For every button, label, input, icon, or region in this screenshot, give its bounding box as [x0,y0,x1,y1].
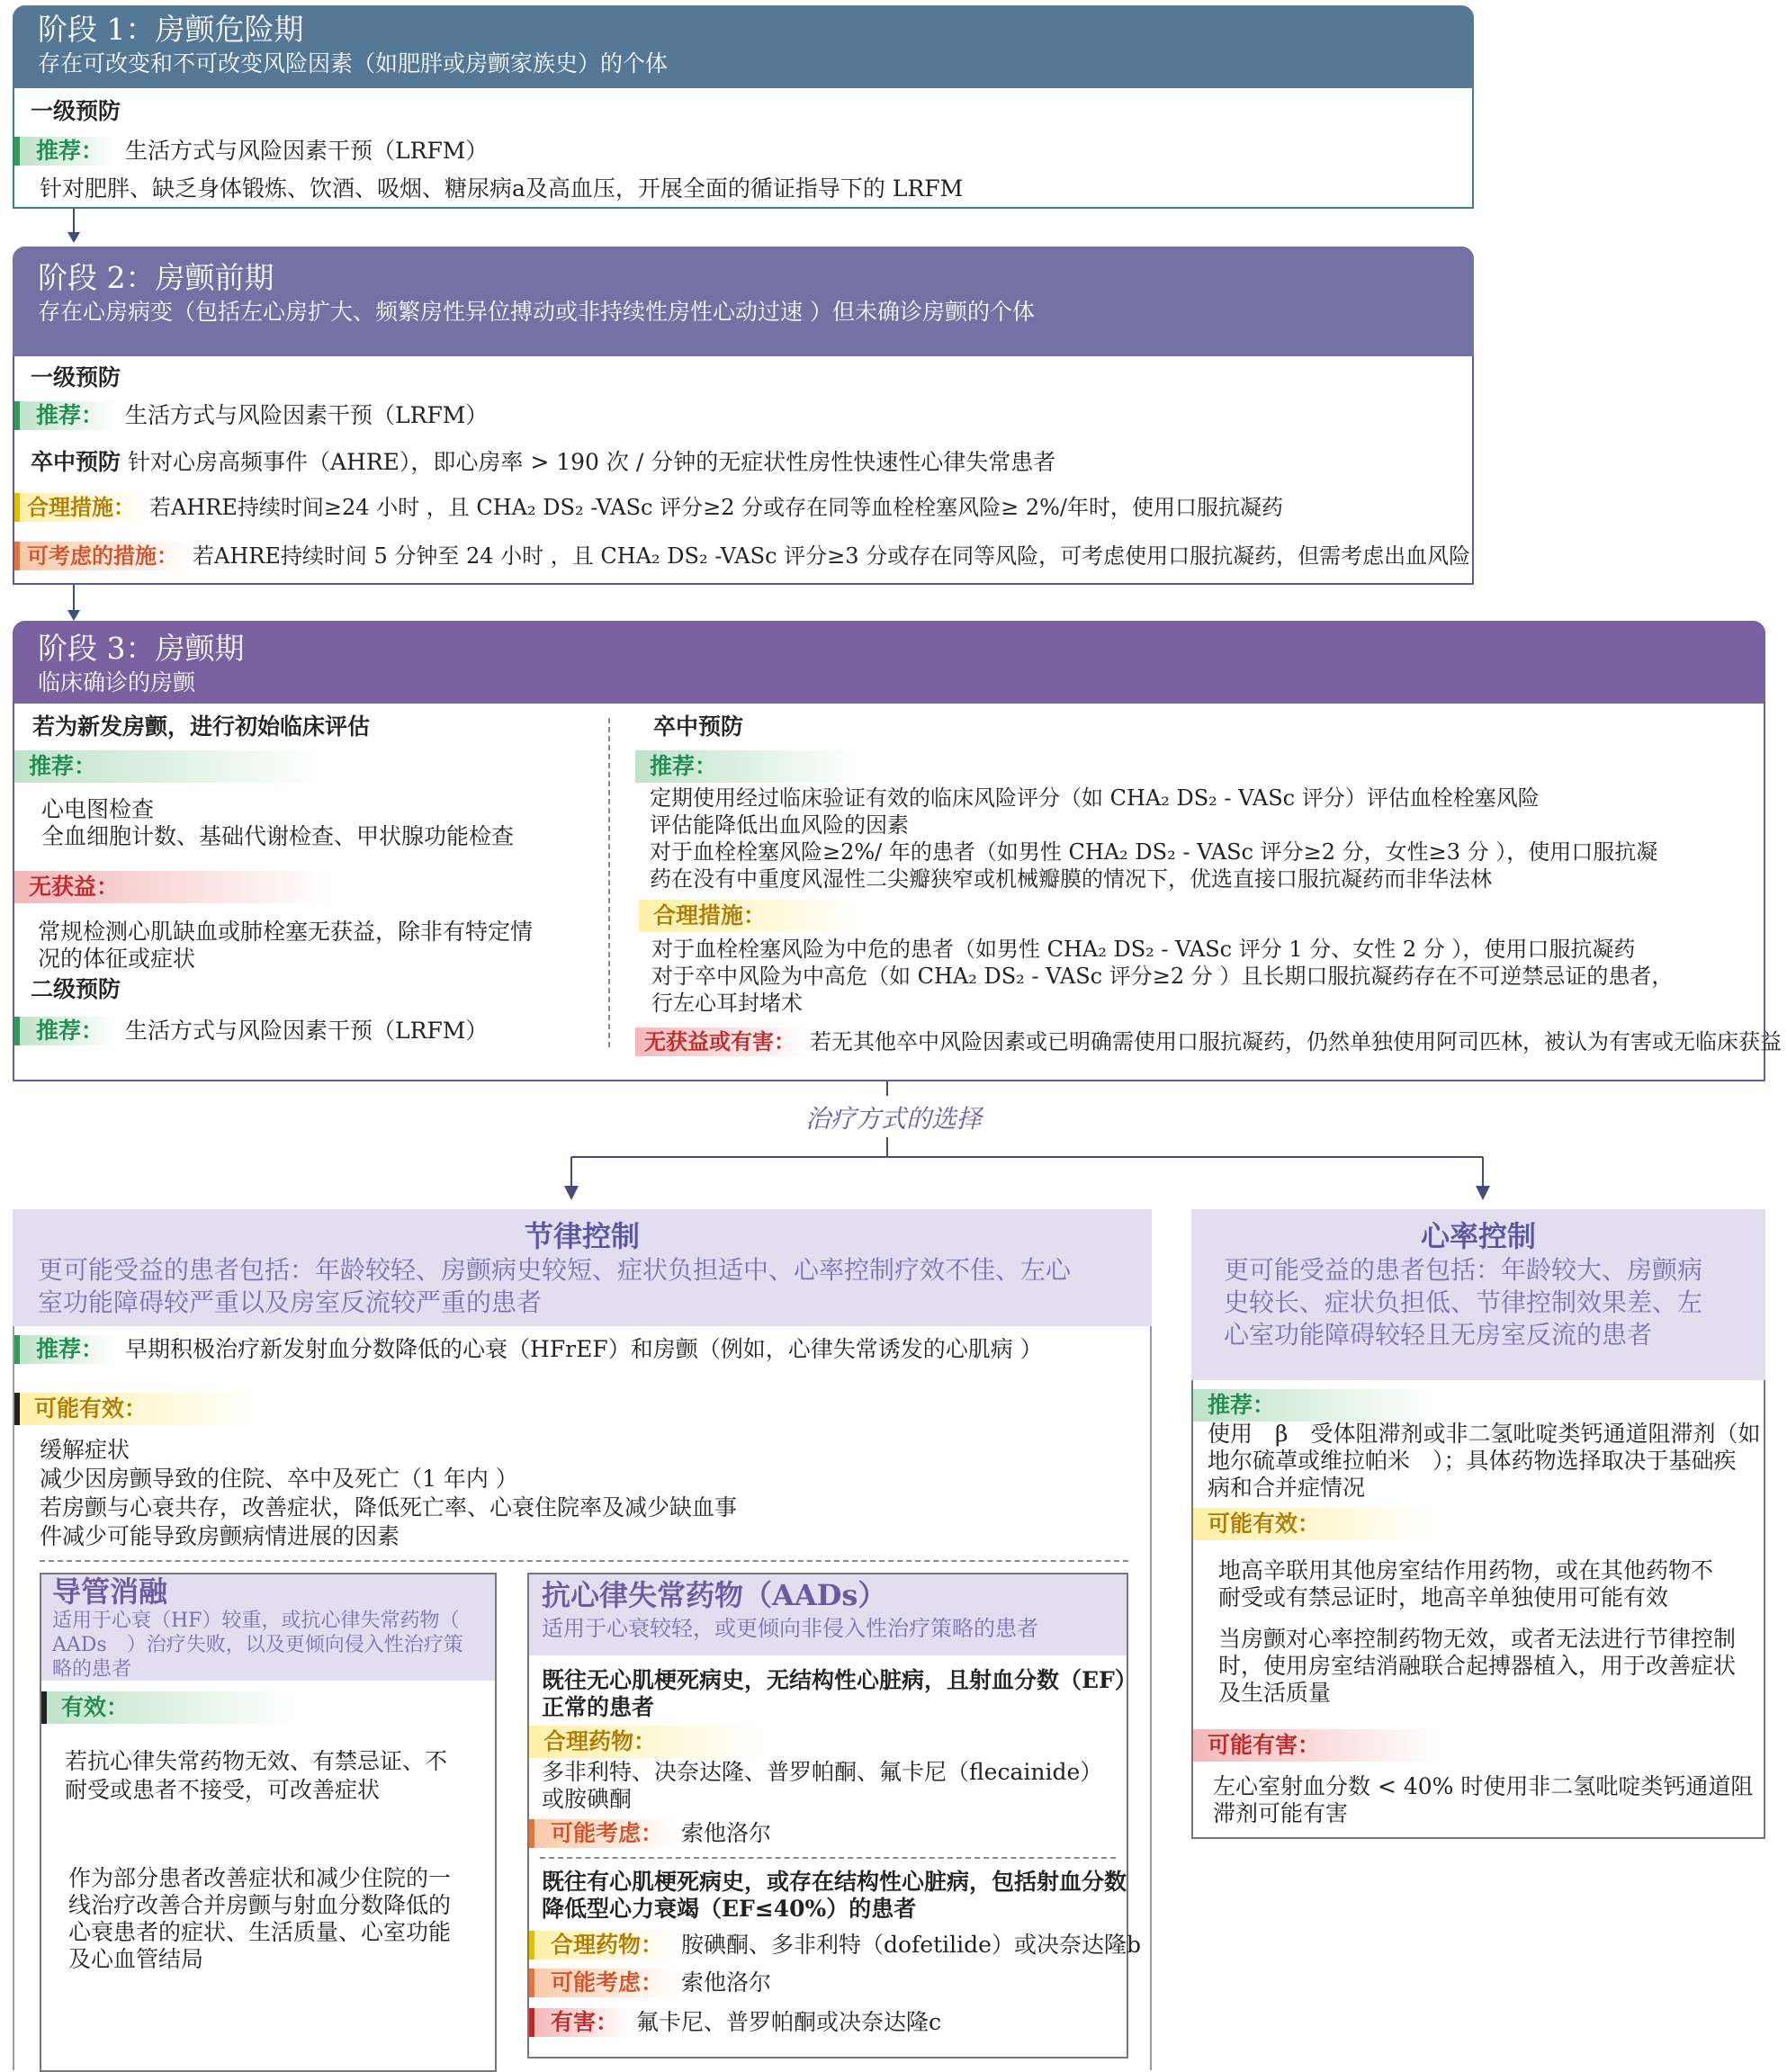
stage2-consider-text: 若AHRE持续时间 5 分钟至 24 小时 ，且 CHA₂ DS₂ -VASc 评分≥3 分或存在同等风险，可考虑使用口服抗凝药，但需考虑出血风险 [193,543,1471,569]
stage3-column-divider [608,718,610,1047]
stage3-left-rec-line-2: 全血细胞计数、基础代谢检查、甲状腺功能检查 [41,823,515,849]
rate-control-header [1191,1209,1765,1380]
stage3-right-rec-label: 推荐： [635,750,860,783]
rhythm-maybe-line-2: 减少因房颤导致的住院、卒中及死亡（1 年内 ） [40,1466,518,1492]
aads-group1-line-1: 既往无心肌梗死病史，无结构性心脏病，且射血分数（EF） [542,1667,1137,1693]
aads-group2-consider-text: 索他洛尔 [681,1969,772,1996]
stage2-reasonable [14,493,1283,522]
stage2-rec-text: 生活方式与风险因素干预（LRFM） [125,402,489,428]
stage2-box [13,247,1474,585]
aads-group2-consider [529,1969,771,1997]
rate-rec-line-3: 病和合并症情况 [1208,1475,1366,1501]
aads-box [527,1573,1141,2059]
aads-group1-reasonable-line-1: 多非利特、决奈达隆、普罗帕酮、氟卡尼（flecainide） [542,1759,1103,1785]
aads-group2-harm-label: 有害： [529,2008,631,2037]
stage2-reasonable-label: 合理措施： [14,493,148,522]
stage2-stroke-text: 针对心房高频事件（AHRE），即心房率 > 190 次 / 分钟的无症状性房性快速性心律失常患者 [127,449,1056,475]
stage3-right-reasonable-line-3: 行左心耳封堵术 [651,991,803,1016]
stage3-right-rec-line-3: 对于血栓栓塞风险≥2%/ 年的患者（如男性 CHA₂ DS₂ - VASc 评分≥2 分，女性≥3 分 ），使用口服抗凝 [650,839,1658,865]
aads-header [529,1574,1127,1655]
rate-control-subtitle-1: 更可能受益的患者包括：年龄较大、房颤病 [1224,1255,1703,1285]
rate-maybe-label: 可能有效： [1193,1508,1436,1540]
ablation-sub-1: 适用于心衰（HF）较重，或抗心律失常药物（ [52,1610,460,1632]
stage3-right-harm-text: 若无其他卒中风险因素或已明确需使用口服抗凝药，仍然单独使用阿司匹林，被认为有害或无临床获益 [810,1029,1782,1054]
rhythm-control-subtitle-2: 室功能障碍较严重以及房室反流较严重的患者 [38,1287,543,1317]
rhythm-control-subtitle-1: 更可能受益的患者包括：年龄较轻、房颤病史较短、症状负担适中、心率控制疗效不佳、左心 [38,1255,1072,1285]
aads-group1-consider [529,1819,771,1848]
ablation-effective-2-line-3: 心衰患者的症状、生活质量、心室功能 [68,1919,452,1945]
stage2-consider [14,542,1470,570]
rhythm-maybe-line-4: 件减少可能导致房颤病情进展的因素 [40,1523,400,1549]
stage2-prevention: 一级预防 [31,364,121,390]
stage2-reasonable-text: 若AHRE持续时间≥24 小时 ，且 CHA₂ DS₂ -VASc 评分≥2 分或存在同等血栓栓塞风险≥ 2%/年时，使用口服抗凝药 [149,495,1284,520]
stage3-right-reasonable-line-2: 对于卒中风险为中高危（如 CHA₂ DS₂ - VASc 评分≥2 分 ）且长期口服抗凝药存在不可逆禁忌证的患者， [651,964,1674,989]
stage2-recommendation [14,401,488,430]
rate-rec-line-1: 使用 β 受体阻滞剂或非二氢吡啶类钙通道阻滞剂（如 [1208,1421,1761,1447]
aads-group2-reasonable-label: 合理药物： [529,1931,676,1960]
aads-group2-line-2: 降低型心力衰竭（EF≤40%）的患者 [542,1896,917,1922]
ablation-effective-2-line-2: 线治疗改善合并房颤与射血分数降低的 [68,1892,452,1918]
rate-control-title: 心率控制 [1420,1219,1536,1253]
rate-harm-line-1: 左心室射血分数 < 40% 时使用非二氢吡啶类钙通道阻 [1213,1773,1754,1799]
stage3-left-nobenefit-label: 无获益： [14,871,329,903]
rhythm-maybe-line-3: 若房颤与心衰共存，改善症状，降低死亡率、心衰住院率及减少缺血事 [40,1494,738,1520]
rhythm-maybe-label: 可能有效： [14,1393,257,1425]
aads-group2-consider-label: 可能考虑： [529,1969,676,1997]
ablation-effective-2-line-1: 作为部分患者改善症状和减少住院的一 [68,1865,452,1891]
stage1-detail: 针对肥胖、缺乏身体锻炼、饮酒、吸烟、糖尿病a及高血压，开展全面的循证指导下的 LRFM [40,175,964,202]
rate-maybe2-line-1: 当房颤对心率控制药物无效，或者无法进行节律控制 [1218,1626,1737,1652]
stage3-left-rec2-label: 推荐： [14,1017,116,1045]
rate-harm-line-2: 滞剂可能有害 [1213,1800,1349,1826]
rhythm-rec-label: 推荐： [14,1335,116,1364]
aads-group2-harm [529,2008,941,2037]
stage3-right-reasonable-label: 合理措施： [639,900,864,932]
rate-maybe2-line-2: 时，使用房室结消融联合起搏器植入，用于改善症状 [1218,1653,1737,1679]
stage3-left-rec-label: 推荐： [14,750,320,783]
stage3-box [13,621,1782,1081]
stage1-subtitle: 存在可改变和不可改变风险因素（如肥胖或房颤家族史）的个体 [38,50,669,76]
stage3-left-rec2 [14,1017,488,1045]
stage3-subtitle: 临床确诊的房颤 [38,669,196,695]
stage2-stroke-label: 卒中预防 [31,449,121,475]
stage3-right-rec-line-1: 定期使用经过临床验证有效的临床风险评分（如 CHA₂ DS₂ - VASc 评分）评估血栓栓塞风险 [650,785,1540,811]
rate-rec-line-2: 地尔硫䓬或维拉帕米 ）；具体药物选择取决于基础疾 [1208,1448,1737,1474]
rate-rec-label: 推荐： [1193,1389,1436,1422]
aads-sub: 适用于心衰较轻，或更倾向非侵入性治疗策略的患者 [542,1616,1038,1641]
arrow-stage2-to-stage3 [65,585,83,623]
stage3-left-nobenefit-line-2: 况的体征或症状 [38,946,196,972]
aads-group1-reasonable-line-2: 或胺碘酮 [542,1786,633,1812]
stage2-stroke-prevention [31,448,1055,477]
stage1-rec-label: 推荐： [14,137,116,166]
aads-group1-line-2: 正常的患者 [542,1694,655,1720]
stage3-secondary-prevention: 二级预防 [31,976,121,1002]
ablation-box [40,1573,497,2072]
stage1-box [13,5,1474,209]
arrow-stage1-to-stage2 [65,209,83,245]
aads-group1-reasonable-label: 合理药物： [529,1726,763,1758]
ablation-effective-1-line-2: 耐受或患者不接受，可改善症状 [65,1777,381,1803]
rhythm-recommendation [14,1335,1043,1364]
aads-group2-harm-text: 氟卡尼、普罗帕酮或决奈达隆c [636,2009,942,2035]
rhythm-control-title: 节律控制 [524,1219,640,1253]
rate-maybe2-line-3: 及生活质量 [1218,1680,1332,1706]
rate-control-box [1191,1209,1765,1839]
stage1-prevention: 一级预防 [31,98,121,124]
rate-control-subtitle-3: 心室功能障碍较轻且无房室反流的患者 [1224,1320,1653,1350]
aads-group2-reasonable-text: 胺碘酮、多非利特（dofetilide）或决奈达隆b [681,1932,1141,1958]
treatment-choice-label: 治疗方式的选择 [804,1104,982,1134]
ablation-effective-2-line-4: 及心血管结局 [68,1946,204,1972]
stage3-right-harm-label: 无获益或有害： [635,1027,808,1056]
treatment-branch-arrows [0,1081,1787,1207]
ablation-header [41,1574,495,1681]
stage3-right-rec-line-4: 药在没有中重度风湿性二尖瓣狭窄或机械瓣膜的情况下，优选直接口服抗凝药而非华法林 [650,866,1492,892]
aads-group2-reasonable [529,1931,1141,1960]
ablation-sub-3: 略的患者 [52,1658,132,1681]
stage3-title: 阶段 3：房颤期 [38,631,245,666]
rate-maybe1-line-1: 地高辛联用其他房室结作用药物，或在其他药物不 [1218,1557,1714,1583]
stage2-title: 阶段 2：房颤前期 [38,260,274,295]
aads-group1-consider-text: 索他洛尔 [681,1820,772,1846]
rhythm-rec-text: 早期积极治疗新发射血分数降低的心衰（HFrEF）和房颤（例如，心律失常诱发的心肌病 ） [125,1336,1043,1362]
ablation-sub-2: AADs ）治疗失败，以及更倾向侵入性治疗策 [52,1634,463,1656]
stage1-header [13,5,1474,88]
stage3-left-rec-line-1: 心电图检查 [41,796,155,822]
ablation-title: 导管消融 [52,1574,168,1609]
stage3-header [13,621,1765,704]
rate-control-subtitle-2: 史较长、症状负担低、节律控制效果差、左 [1224,1287,1703,1317]
stage1-recommendation [14,137,488,166]
stage1-rec-text: 生活方式与风险因素干预（LRFM） [125,138,489,164]
stage2-consider-label: 可考虑的措施： [14,542,191,570]
ablation-effective-label: 有效： [41,1691,293,1724]
rhythm-control-box [13,1209,1152,2070]
stage3-right-reasonable-line-1: 对于血栓栓塞风险为中危的患者（如男性 CHA₂ DS₂ - VASc 评分 1 分、女性 2 分 ），使用口服抗凝药 [651,937,1636,962]
stage2-header [13,247,1474,356]
stage3-left-rec2-text: 生活方式与风险因素干预（LRFM） [125,1018,489,1044]
rhythm-maybe-line-1: 缓解症状 [40,1437,130,1463]
stage3-initial-eval-heading: 若为新发房颤，进行初始临床评估 [32,713,371,740]
stage2-rec-label: 推荐： [14,401,116,430]
aads-title: 抗心律失常药物（AADs） [542,1578,887,1612]
stage3-left-nobenefit-line-1: 常规检测心肌缺血或肺栓塞无获益，除非有特定情 [38,919,534,945]
rate-harm-label: 可能有害： [1193,1729,1436,1762]
stage3-right-harm [635,1027,1782,1056]
aads-group2-line-1: 既往有心肌梗死病史，或存在结构性心脏病，包括射血分数 [542,1869,1127,1895]
stage2-subtitle: 存在心房病变（包括左心房扩大、频繁房性异位搏动或非持续性房性心动过速 ）但未确诊房颤的个体 [38,299,1035,325]
aads-divider [540,1857,1116,1859]
stage1-title: 阶段 1：房颤危险期 [38,12,304,47]
stage3-right-rec-line-2: 评估能降低出血风险的因素 [650,812,909,838]
aads-group1-consider-label: 可能考虑： [529,1819,676,1848]
rhythm-divider [40,1560,1128,1562]
rate-maybe1-line-2: 耐受或有禁忌证时，地高辛单独使用可能有效 [1218,1584,1669,1610]
ablation-effective-1-line-1: 若抗心律失常药物无效、有禁忌证、不 [65,1748,448,1774]
stage3-stroke-heading: 卒中预防 [653,713,744,740]
rhythm-control-header [13,1209,1152,1326]
